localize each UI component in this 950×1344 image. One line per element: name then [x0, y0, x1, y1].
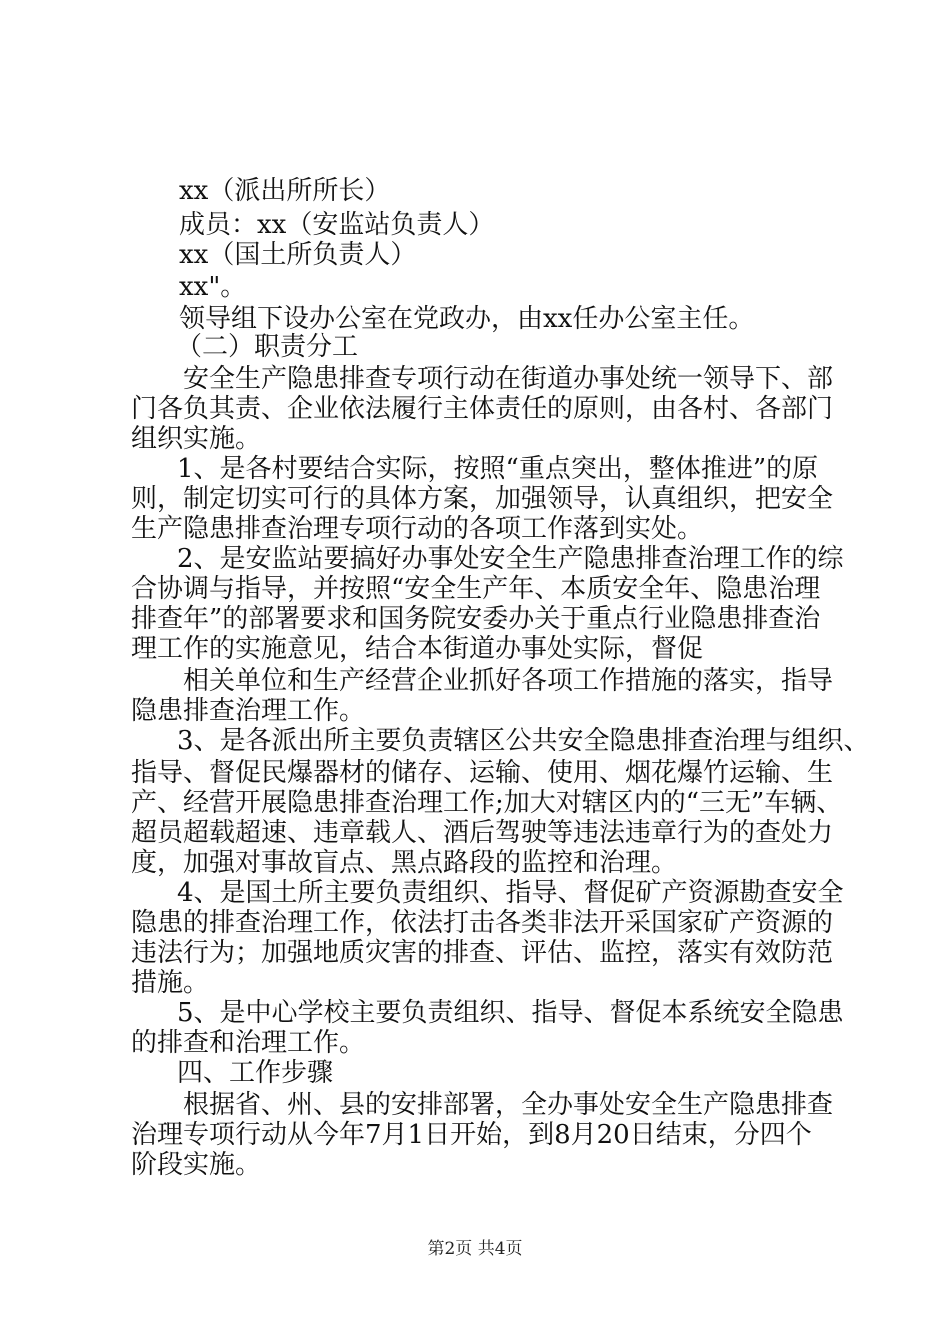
text-line: 相关单位和生产经营企业抓好各项工作措施的落实，指导 [183, 666, 834, 696]
text-line: 的排查和治理工作。 [131, 1028, 366, 1058]
text-line: 成员：xx（安监站负责人） [179, 210, 495, 240]
text-line: 指导、督促民爆器材的储存、运输、使用、烟花爆竹运输、生 [131, 758, 834, 788]
text-line: 领导组下设办公室在党政办，由xx任办公室主任。 [179, 304, 755, 334]
text-line: xx"。 [179, 272, 247, 302]
text-line: 治理专项行动从今年7月1日开始，到8月20日结束，分四个 [131, 1120, 812, 1150]
text-line: 合协调与指导，并按照“安全生产年、本质安全年、隐患治理 [131, 574, 821, 604]
text-line: 超员超载超速、违章载人、酒后驾驶等违法违章行为的查处力 [131, 818, 834, 848]
text-line: 阶段实施。 [131, 1150, 262, 1180]
section-heading: 四、工作步骤 [177, 1058, 334, 1088]
text-line: 根据省、州、县的安排部署，全办事处安全生产隐患排查 [183, 1090, 834, 1120]
text-line: 产、经营开展隐患排查治理工作;加大对辖区内的“三无”车辆、 [131, 788, 843, 818]
text-line: 3、是各派出所主要负责辖区公共安全隐患排查治理与组织、 [177, 726, 870, 756]
text-line: 理工作的实施意见，结合本街道办事处实际，督促 [131, 634, 704, 664]
page-number: 第2页 共4页 [427, 1239, 523, 1259]
text-line: xx（派出所所长） [179, 176, 391, 206]
text-line: 则，制定切实可行的具体方案，加强领导，认真组织，把安全 [131, 484, 834, 514]
text-line: 4、是国土所主要负责组织、指导、督促矿产资源勘查安全 [177, 878, 844, 908]
text-line: xx（国土所负责人） [179, 240, 417, 270]
text-line: 5、是中心学校主要负责组织、指导、督促本系统安全隐患 [177, 998, 844, 1028]
text-line: 隐患的排查治理工作，依法打击各类非法开采国家矿产资源的 [131, 908, 834, 938]
text-line: 生产隐患排查治理专项行动的各项工作落到实处。 [131, 514, 704, 544]
text-line: 安全生产隐患排查专项行动在街道办事处统一领导下、部 [183, 364, 834, 394]
section-heading: （二）职责分工 [176, 332, 359, 362]
text-line: 度，加强对事故盲点、黑点路段的监控和治理。 [131, 848, 678, 878]
text-line: 组织实施。 [131, 424, 262, 454]
text-line: 2、是安监站要搞好办事处安全生产隐患排查治理工作的综 [177, 544, 844, 574]
text-line: 违法行为；加强地质灾害的排查、评估、监控，落实有效防范 [131, 938, 834, 968]
text-line: 隐患排查治理工作。 [131, 696, 366, 726]
text-line: 门各负其责、企业依法履行主体责任的原则，由各村、各部门 [131, 394, 834, 424]
text-line: 排查年”的部署要求和国务院安委办关于重点行业隐患排查治 [131, 604, 821, 634]
text-line: 措施。 [131, 968, 210, 998]
text-line: 1、是各村要结合实际，按照“重点突出，整体推进”的原 [177, 454, 819, 484]
